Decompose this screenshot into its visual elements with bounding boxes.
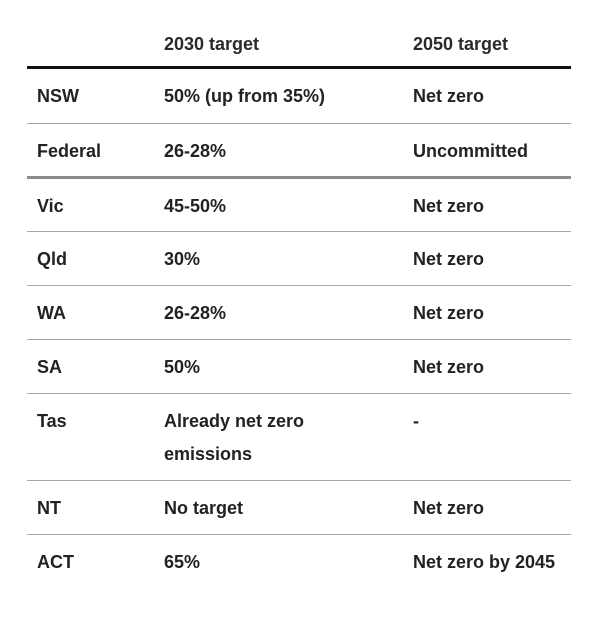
target-2050: Net zero [413, 357, 485, 377]
table-row-sa [27, 340, 571, 394]
state-name: NSW [37, 86, 79, 106]
table-row-nt [27, 481, 571, 535]
target-2050: Net zero [413, 498, 485, 518]
target-2050: Net zero [413, 303, 485, 323]
target-2030: 26-28% [164, 303, 227, 323]
target-2030: 50% (up from 35%) [164, 86, 326, 106]
state-name: Vic [37, 196, 64, 216]
target-2030: 26-28% [164, 141, 227, 161]
target-2030: 30% [164, 249, 201, 269]
state-name: Federal [37, 141, 102, 161]
target-2030: 65% [164, 552, 201, 572]
table-header-row [27, 0, 571, 69]
table-row-tas [27, 394, 571, 481]
target-2030: 45-50% [164, 196, 227, 216]
target-2050: - [413, 411, 419, 431]
target-2050: Net zero by 2045 [413, 552, 556, 572]
target-2050: Net zero [413, 86, 485, 106]
table-row-vic [27, 179, 571, 232]
state-name: SA [37, 357, 63, 377]
target-2050: Net zero [413, 196, 485, 216]
state-name: NT [37, 498, 61, 518]
state-name: WA [37, 303, 66, 323]
table-row-federal [27, 124, 571, 179]
target-2030: Already net zero emissions [164, 411, 305, 464]
target-2030: No target [164, 498, 244, 518]
header-2050-target: 2050 target [413, 34, 509, 54]
emissions-targets-table [27, 0, 571, 625]
target-2050: Uncommitted [413, 141, 529, 161]
table-row-nsw [27, 69, 571, 124]
state-name: ACT [37, 552, 74, 572]
header-2030-target: 2030 target [164, 34, 260, 54]
table-row-qld [27, 232, 571, 286]
table-row-wa [27, 286, 571, 340]
state-name: Qld [37, 249, 67, 269]
target-2030: 50% [164, 357, 201, 377]
table-row-act [27, 535, 571, 625]
target-2050: Net zero [413, 249, 485, 269]
state-name: Tas [37, 411, 67, 431]
